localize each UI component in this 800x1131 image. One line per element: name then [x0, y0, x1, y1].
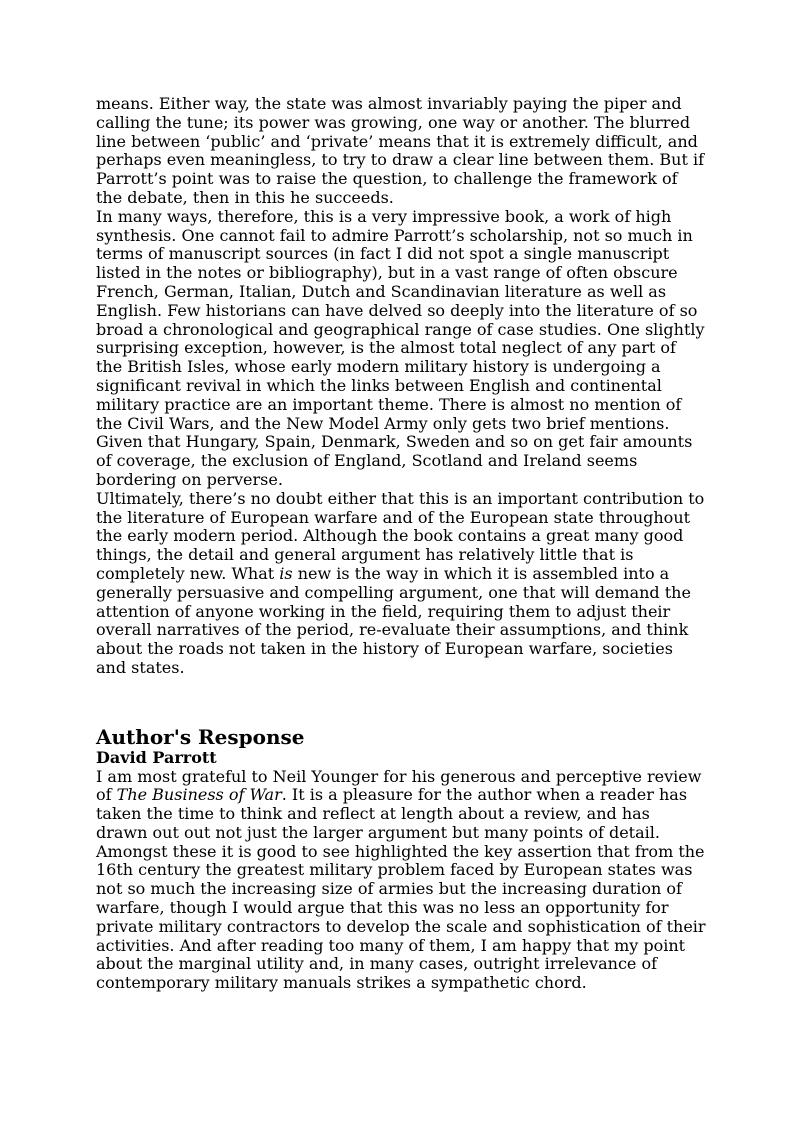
- response-paragraph-1-text-a: I am most grateful to Neil Younger for his generous and perceptive review of: [96, 766, 702, 805]
- review-paragraph-3: [96, 490, 706, 678]
- document-page: [96, 95, 706, 993]
- review-paragraph-2: In many ways, therefore, this is a very impressive book, a work of high synthesis. One cannot fail to admire Parrott’s scholarship, not so much in terms of manuscript sources (in fact I did not spot a single manuscript listed in the notes or bibliography), but in a vast range of often obscure French, German, Italian, Dutch and Scandinavian literature as well as English. Few historians can have delved so deeply into the literature of so broad a chronological and geographical range of case studies. One slightly surprising exception, however, is the almost total neglect of any part of the British Isles, whose early modern military history is undergoing a significant revival in which the links between English and continental military practice are an important theme. There is almost no mention of the Civil Wars, and the New Model Army only gets two brief mentions. Given that Hungary, Spain, Denmark, Sweden and so on get fair amounts of coverage, the exclusion of England, Scotland and Ireland seems bordering on perverse.: [96, 206, 705, 489]
- review-paragraph-3-text-b: new is the way in which it is assembled into a generally persuasive and compelling argument, one that will demand the attention of anyone working in the field, requiring them to adjust their overall narratives of the period, re-evaluate their assumptions, and think about the roads not taken in the history of European warfare, societies and states.: [96, 563, 691, 677]
- response-paragraph-1: [96, 768, 706, 994]
- author-name: David Parrott: [96, 747, 217, 767]
- review-paragraph-3-emphasis: is: [279, 563, 293, 583]
- review-paragraph-3-text-a: Ultimately, there’s no doubt either that this is an important contribution to the literature of European warfare and of the European state throughout the early modern period. Although the book contains a great many good things, the detail and general argument has relatively little that is completely new. What: [96, 488, 705, 583]
- response-paragraph-1-text-b: . It is a pleasure for the author when a reader has taken the time to think and reflect at length about a review, and has drawn out out not just the larger argument but many points of detail. Amongst these it is good to see highlighted the key assertion that from the 16th century the greatest military problem faced by European states was not so much the increasing size of armies but the increasing duration of warfare, though I would argue that this was no less an opportunity for private military contractors to develop the scale and sophistication of their activities. And after reading too many of them, I am happy that my point about the marginal utility and, in many cases, outright irrelevance of contemporary military manuals strikes a sympathetic chord.: [96, 785, 706, 993]
- review-paragraph-1: means. Either way, the state was almost invariably paying the piper and calling the tune; its power was growing, one way or another. The blurred line between ‘public’ and ‘private’ means that it is extremely difficult, and perhaps even meaningless, to try to draw a clear line between them. But if Parrott’s point was to raise the question, to challenge the framework of the debate, then in this he succeeds.: [96, 94, 705, 207]
- section-spacer: [96, 678, 706, 725]
- book-title: The Business of War: [116, 785, 282, 805]
- section-heading: Author's Response: [96, 724, 305, 749]
